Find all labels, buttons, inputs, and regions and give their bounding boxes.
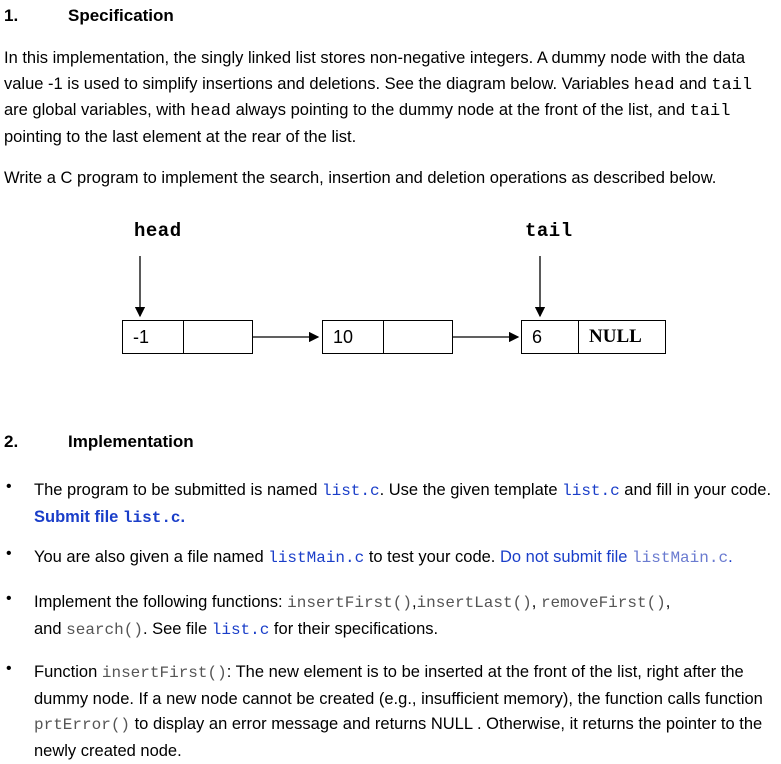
function-name: insertLast() [416, 594, 532, 612]
section-2-title: Implementation [68, 432, 194, 451]
function-name: prtError() [34, 716, 131, 734]
text: The program to be submitted is named [34, 481, 322, 499]
text: You are also given a file named [34, 548, 269, 566]
text: , [411, 593, 417, 611]
bullet-dot: • [6, 545, 12, 562]
node-1-value-cell [122, 320, 184, 354]
function-name: removeFirst() [540, 594, 666, 612]
bullet-text [34, 660, 779, 764]
bullet-text [34, 590, 779, 643]
text: for their specifications. [269, 619, 439, 638]
text: . [180, 507, 186, 526]
filename: list.c [211, 620, 270, 639]
text: Implement the following functions: [34, 593, 288, 611]
filename: list.c [562, 482, 620, 500]
task-paragraph: Write a C program to implement the search, insertion and deletion operations as described below. [4, 169, 717, 187]
bullet-text [34, 545, 779, 572]
text: are global variables, with [4, 101, 191, 119]
node-2-value-cell [322, 320, 384, 354]
no-submit-filename: listMain.c [632, 549, 729, 567]
function-name: insertFirst() [287, 594, 412, 612]
node-1-next-cell [183, 320, 253, 354]
text: : The new element is to be inserted at the front of the list, right after the dummy node. If a new node cannot be created (e.g., insufficient memory), the function calls function [34, 663, 763, 708]
code-head: head [190, 102, 231, 121]
text: , [531, 593, 541, 611]
head-label: head [134, 220, 182, 242]
function-name: insertFirst() [101, 664, 227, 682]
bullet-dot: • [6, 590, 12, 607]
text: always pointing to the dummy node at the front of the list, and [231, 101, 690, 119]
bullet-dot: • [6, 660, 12, 677]
tail-label: tail [525, 220, 573, 242]
spec-paragraph [4, 46, 779, 150]
text: to display an error message and returns NULL . Otherwise, it returns the pointer to the newly created node. [34, 715, 763, 760]
null-label: NULL [589, 326, 642, 347]
linked-list-diagram [0, 212, 781, 362]
text: and fill in your code. [619, 481, 772, 499]
code-tail: tail [711, 75, 753, 95]
bullet-dot: • [6, 478, 12, 495]
no-submit-note: Do not submit file [499, 548, 633, 566]
bullet-text [34, 478, 779, 531]
node-3-value: 6 [532, 327, 543, 347]
text: . [728, 548, 733, 566]
submit-filename: list.c [122, 508, 181, 527]
code-tail: tail [689, 102, 731, 121]
text: . Use the given template [379, 481, 563, 499]
section-1-title: Specification [68, 6, 174, 25]
text: pointing to the last element at the rear of the list. [4, 127, 357, 146]
text: and [34, 619, 67, 638]
code-head: head [633, 75, 675, 95]
text: to test your code. [364, 548, 500, 566]
node-1-value: -1 [133, 327, 150, 347]
filename: listMain.c [268, 549, 365, 567]
node-3-value-cell [521, 320, 579, 354]
submit-note: Submit file [34, 507, 123, 526]
node-3-next-cell [578, 320, 666, 354]
filename: list.c [321, 482, 380, 500]
node-2-value: 10 [333, 327, 354, 347]
text: Function [34, 663, 102, 681]
node-2-next-cell [383, 320, 453, 354]
section-2-number: 2. [4, 432, 19, 451]
text: and [674, 74, 712, 93]
text: . See file [142, 619, 212, 638]
function-name: search() [66, 620, 143, 639]
section-1-number: 1. [4, 6, 19, 25]
text: In this implementation, the singly linked list stores non-negative integers. A dummy node with the data value -1 is used to simplify insertions and deletions. See the diagram below. Variables [4, 49, 746, 93]
text: , [665, 593, 671, 611]
